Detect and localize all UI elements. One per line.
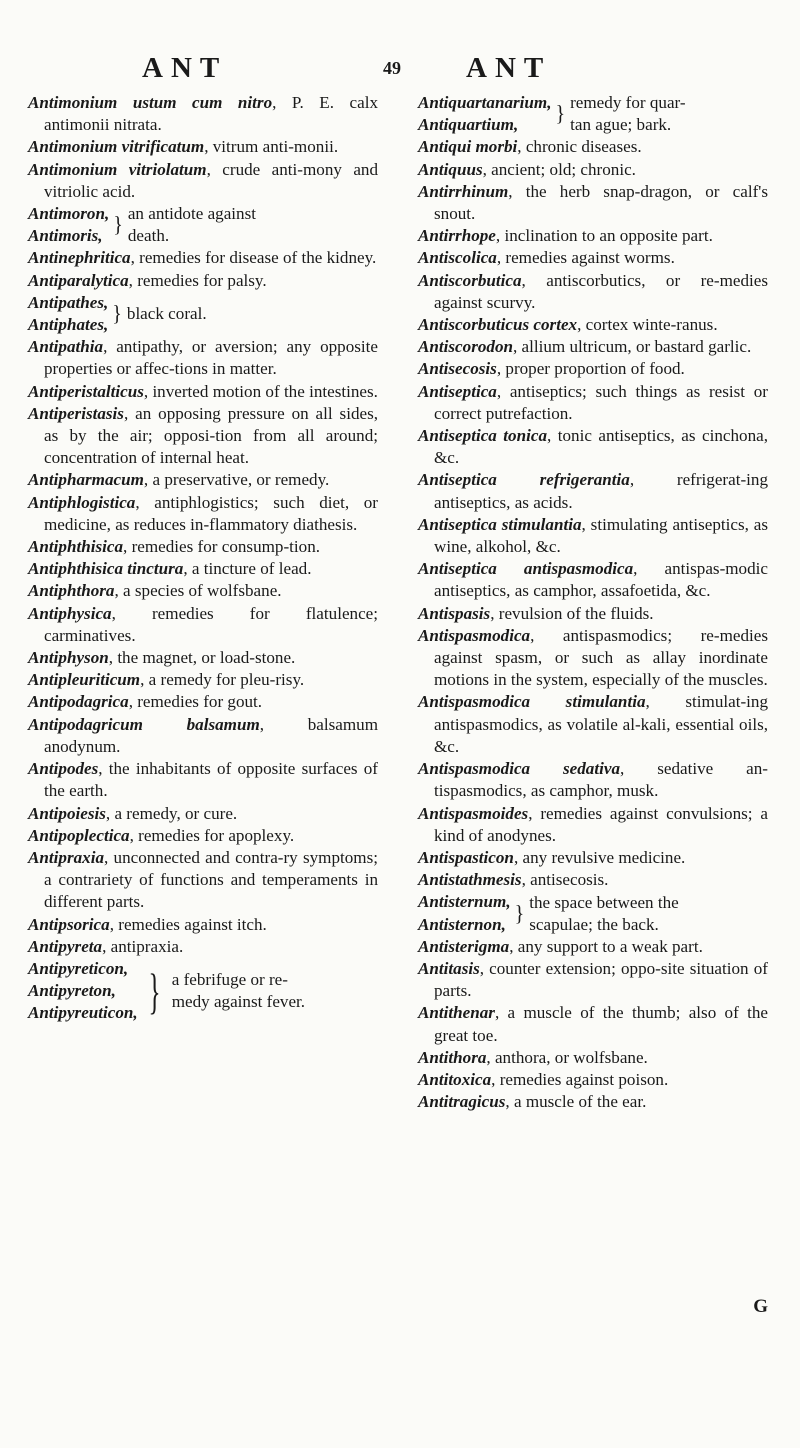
- entry: [418, 181, 768, 225]
- entry: [418, 847, 768, 869]
- headword: Antiphlogistica: [28, 492, 136, 512]
- definition: , a species of wolfsbane.: [114, 581, 282, 601]
- entry: [28, 580, 378, 602]
- entry-group: [28, 292, 378, 336]
- headword: Antiphysica: [28, 603, 112, 623]
- header-left: ANT: [142, 52, 228, 84]
- headword: Antiscolica: [418, 248, 497, 268]
- headword: Antithora: [418, 1047, 487, 1067]
- definition-line: tan ague; bark.: [570, 115, 672, 135]
- entry: [418, 803, 768, 847]
- entry: [28, 403, 378, 470]
- headword: Antirrhope: [418, 226, 496, 246]
- headword: Antitragicus: [418, 1092, 506, 1112]
- entry: [418, 603, 768, 625]
- definition: , chronic diseases.: [517, 137, 642, 157]
- page-number: 49: [383, 58, 401, 78]
- header-right: ANT: [466, 52, 552, 84]
- definition-line: black coral.: [126, 304, 207, 324]
- definition: , ancient; old; chronic.: [482, 159, 636, 179]
- headword: Antiphthisica: [28, 537, 124, 557]
- headword: Antipodes: [28, 759, 99, 779]
- headword: Antiscorodon: [418, 337, 513, 357]
- definition: [529, 892, 679, 936]
- headword: Antiphthora: [28, 581, 115, 601]
- definition: , antiscorbutics, or re-medies against scurvy.: [434, 270, 768, 312]
- definition: , stimulat-ing antispasmodics, as volatile al-kali, essential oils, &c.: [434, 692, 768, 756]
- definition: , tonic antiseptics, as cinchona, &c.: [434, 426, 768, 468]
- definition: , cortex winte-ranus.: [577, 315, 718, 335]
- definition: , inverted motion of the intestines.: [143, 381, 378, 401]
- definition: , antipraxia.: [102, 936, 184, 956]
- definition: , antiphlogistics; such diet, or medicine, as reduces in-flammatory diathesis.: [44, 492, 378, 534]
- headword: Antimoris,: [28, 226, 103, 246]
- headword: Antiperistalticus: [28, 381, 144, 401]
- definition: , the herb snap-dragon, or calf's snout.: [434, 181, 768, 224]
- entry: [28, 270, 378, 292]
- brace: }: [112, 301, 122, 327]
- definition-line: scapulae; the back.: [529, 914, 659, 934]
- headword: Antipoiesis: [28, 803, 106, 823]
- entry: [28, 136, 378, 158]
- definition: , antispas-modic antiseptics, as camphor, assafoetida, &c.: [434, 559, 768, 601]
- entry: [418, 1002, 768, 1046]
- definition: , any support to a weak part.: [509, 936, 703, 956]
- definition: , antispasmodics; re-medies against spasm, or such as allay inordinate motions in the system, especially of the muscles.: [434, 625, 768, 690]
- entry-group: [28, 958, 378, 1025]
- entry: [418, 691, 768, 758]
- entry: [28, 492, 378, 536]
- definition: , remedies against poison.: [491, 1069, 669, 1089]
- headword: Antispasis: [418, 603, 491, 623]
- entry: [28, 558, 378, 580]
- headword: Antimonium vitrificatum: [28, 137, 205, 157]
- headword: Antispasticon: [418, 847, 514, 867]
- headword: Antipathia: [28, 337, 104, 357]
- right-column: [418, 92, 768, 1113]
- headword: Antipsorica: [28, 914, 110, 934]
- entry: [28, 847, 378, 914]
- entry: [28, 647, 378, 669]
- headword: Antipoplectica: [28, 825, 130, 845]
- entry: [418, 247, 768, 269]
- headword: Antistathmesis: [418, 870, 522, 890]
- headword: Antipodagricum balsamum: [28, 714, 260, 734]
- entry-group: [418, 891, 768, 935]
- entry: [28, 536, 378, 558]
- definition: , a remedy for pleu-risy.: [140, 670, 305, 690]
- brace: }: [148, 963, 161, 1020]
- entry: [418, 1091, 768, 1113]
- entry: [418, 1069, 768, 1091]
- definition: , any revulsive medicine.: [513, 847, 686, 867]
- definition: , a muscle of the ear.: [505, 1092, 647, 1112]
- entry: [418, 936, 768, 958]
- definition-line: remedy for quar-: [570, 93, 686, 113]
- definition: , P. E. calx antimonii nitrata.: [44, 93, 378, 135]
- definition: , a remedy, or cure.: [105, 803, 238, 823]
- headword: Antispasmodica stimulantia: [418, 692, 646, 712]
- entry: [418, 225, 768, 247]
- entry: [418, 314, 768, 336]
- entry-group: [418, 92, 768, 136]
- entry: [418, 136, 768, 158]
- definition: , remedies for consump-tion.: [123, 537, 321, 557]
- headword: Antipyreta: [28, 936, 103, 956]
- definition-line: death.: [127, 226, 170, 246]
- entry: [28, 758, 378, 802]
- headword: Antiparalytica: [28, 270, 129, 290]
- headword: Antiscorbuticus cortex: [418, 315, 578, 335]
- definition: , crude anti-mony and vitriolic acid.: [44, 159, 379, 201]
- headword: Antisecosis: [418, 359, 497, 379]
- headword: Antimonium ustum cum nitro: [28, 93, 273, 112]
- entry: [418, 958, 768, 1002]
- entry-group: [28, 203, 378, 247]
- entry: [28, 469, 378, 491]
- headword: Antisternum,: [418, 892, 511, 912]
- definition: , a preservative, or remedy.: [143, 470, 330, 490]
- definition: , revulsion of the fluids.: [490, 603, 654, 623]
- entry: [28, 825, 378, 847]
- headword: Antiscorbutica: [418, 270, 522, 290]
- headword: Antipyreuticon,: [28, 1003, 138, 1023]
- entry: [418, 336, 768, 358]
- headword: Antispasmodica: [418, 625, 531, 645]
- signature-mark: G: [753, 1296, 768, 1317]
- headword: Antiphyson: [28, 648, 109, 668]
- headword: Antiquartium,: [418, 115, 519, 135]
- brace: }: [555, 102, 566, 127]
- definition-line: the space between the: [529, 892, 679, 912]
- entry: [28, 936, 378, 958]
- entry: [418, 514, 768, 558]
- headword: Antiphates,: [28, 315, 109, 335]
- definition: , proper proportion of food.: [496, 359, 685, 379]
- headword: Antipathes,: [28, 292, 109, 312]
- headword: Antipharmacum: [28, 470, 144, 490]
- entry: [28, 714, 378, 758]
- entry: [28, 803, 378, 825]
- headword: Antipraxia: [28, 847, 104, 867]
- definition: , counter extension; oppo-site situation of parts.: [434, 958, 768, 1001]
- headword: Antiseptica stimulantia: [418, 514, 582, 534]
- definition: , antisecosis.: [521, 870, 609, 890]
- entry: [418, 625, 768, 692]
- definition: , remedies against worms.: [496, 248, 675, 268]
- entry: [28, 92, 378, 136]
- headword: Antitoxica: [418, 1069, 492, 1089]
- headword: Antiseptica antispasmodica: [418, 559, 634, 579]
- headword: Antiquartanarium,: [418, 93, 552, 112]
- definition: , remedies against convulsions; a kind of anodynes.: [434, 803, 768, 845]
- definition: , anthora, or wolfsbane.: [486, 1047, 648, 1067]
- headword: Antipyreticon,: [28, 958, 129, 978]
- entry: [28, 159, 378, 203]
- definition: , the inhabitants of opposite surfaces of the earth.: [44, 759, 378, 801]
- definition: , the magnet, or load-stone.: [108, 648, 296, 668]
- definition: , remedies for palsy.: [128, 270, 267, 290]
- headword: Antipleuriticum: [28, 670, 141, 690]
- entry: [418, 159, 768, 181]
- headword: Antithenar: [418, 1003, 495, 1023]
- headword: Antiseptica tonica: [418, 426, 547, 446]
- definition-line: an antidote against: [127, 204, 257, 224]
- definition: , remedies for disease of the kidney.: [130, 248, 377, 268]
- headword: Antipyreton,: [28, 981, 116, 1001]
- entry: [28, 336, 378, 380]
- headword: Antisternon,: [418, 914, 506, 934]
- headword: Antisterigma: [418, 936, 510, 956]
- definition: , remedies against itch.: [109, 914, 267, 934]
- definition: , allium ultricum, or bastard garlic.: [513, 337, 752, 357]
- headword: Antiseptica refrigerantia: [418, 470, 630, 490]
- definition: , an opposing pressure on all sides, as by the air; opposi-tion from all around; concentration of internal heat.: [44, 403, 378, 468]
- entry: [28, 603, 378, 647]
- headword: Antimonium vitriolatum: [28, 159, 207, 179]
- definition: , vitrum anti-monii.: [204, 137, 339, 157]
- headword: Antiseptica: [418, 381, 497, 401]
- definition-line: a febrifuge or re-: [171, 970, 288, 990]
- headword: Antispasmodica sedativa: [418, 759, 620, 779]
- entry: [418, 869, 768, 891]
- entry: [28, 691, 378, 713]
- definition: , balsamum anodynum.: [44, 714, 378, 756]
- definition: , a tincture of lead.: [183, 559, 312, 579]
- definition: , inclination to an opposite part.: [495, 226, 713, 246]
- definition: , remedies for gout.: [128, 692, 263, 712]
- entry: [418, 270, 768, 314]
- headword: Antipodagrica: [28, 692, 129, 712]
- entry: [418, 381, 768, 425]
- definition: , unconnected and contra-ry symptoms; a contrariety of functions and temperaments in different parts.: [44, 847, 378, 912]
- definition-line: medy against fever.: [171, 992, 306, 1012]
- definition: , stimulating antiseptics, as wine, alkohol, &c.: [434, 514, 769, 557]
- definition: , remedies for apoplexy.: [129, 825, 295, 845]
- entry: [28, 914, 378, 936]
- left-column: [28, 92, 378, 1025]
- definition: , antiseptics; such things as resist or correct putrefaction.: [434, 381, 768, 423]
- definition: , a muscle of the thumb; also of the great toe.: [434, 1003, 768, 1045]
- definition: , remedies for flatulence; carminatives.: [44, 603, 378, 645]
- page-header: [0, 52, 800, 92]
- headword: Antiperistasis: [28, 403, 124, 423]
- headword: Antiquus: [418, 159, 483, 179]
- headword: Antitasis: [418, 958, 480, 978]
- definition: [570, 92, 685, 136]
- definition: [128, 203, 256, 247]
- entry: [28, 247, 378, 269]
- headword: Antispasmoides: [418, 803, 529, 823]
- headword: Antinephritica: [28, 248, 131, 268]
- headword: Antiqui morbi: [418, 137, 518, 157]
- brace: }: [514, 901, 525, 926]
- entry: [28, 381, 378, 403]
- entry: [418, 758, 768, 802]
- definition: , sedative an-tispasmodics, as camphor, musk.: [434, 759, 768, 801]
- definition: , antipathy, or aversion; any opposite properties or affec-tions in matter.: [44, 337, 378, 379]
- entry: [418, 425, 768, 469]
- headword: Antimoron,: [28, 204, 110, 224]
- entry: [28, 669, 378, 691]
- definition: [127, 303, 207, 325]
- brace: }: [113, 213, 123, 238]
- definition: , refrigerat-ing antiseptics, as acids.: [434, 470, 768, 512]
- entry: [418, 469, 768, 513]
- definition: [172, 969, 305, 1013]
- entry: [418, 558, 768, 602]
- entry: [418, 1047, 768, 1069]
- headword: Antiphthisica tinctura: [28, 559, 184, 579]
- headword: Antirrhinum: [418, 181, 509, 201]
- entry: [418, 358, 768, 380]
